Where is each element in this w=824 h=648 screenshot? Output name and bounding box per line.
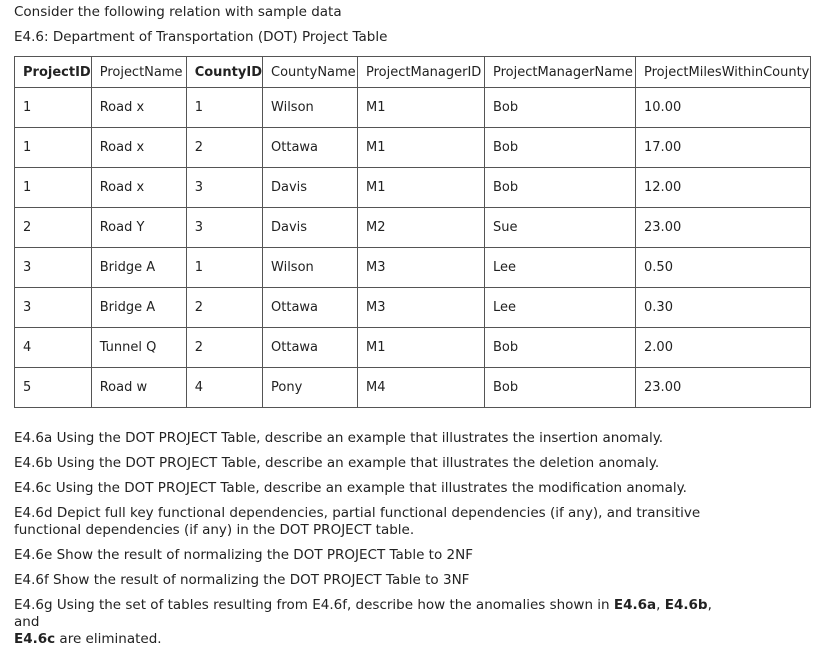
cell-project-id: 1 [15, 88, 92, 128]
cell-project-manager-id: M1 [358, 128, 485, 168]
question-a: E4.6a Using the DOT PROJECT Table, describe an example that illustrates the insertion anomaly. [14, 430, 664, 446]
cell-project-id: 1 [15, 128, 92, 168]
cell-county-name: Ottawa [263, 328, 358, 368]
cell-county-id: 2 [186, 328, 262, 368]
table-row [15, 88, 811, 128]
cell-project-miles: 17.00 [636, 128, 811, 168]
cell-county-id: 3 [186, 168, 262, 208]
table-row [15, 168, 811, 208]
cell-project-manager-id: M1 [358, 168, 485, 208]
cell-county-id: 3 [186, 208, 262, 248]
header-project-manager-id: ProjectManagerID [358, 57, 485, 88]
cell-county-name: Davis [263, 168, 358, 208]
cell-project-manager-id: M1 [358, 88, 485, 128]
cell-project-miles: 23.00 [636, 368, 811, 408]
cell-project-manager-name: Bob [485, 128, 636, 168]
cell-project-miles: 2.00 [636, 328, 811, 368]
cell-county-name: Davis [263, 208, 358, 248]
cell-project-manager-id: M3 [358, 288, 485, 328]
cell-county-id: 2 [186, 288, 262, 328]
question-g-line2 [14, 631, 714, 648]
cell-project-id: 4 [15, 328, 92, 368]
table-row [15, 128, 811, 168]
table-caption: E4.6: Department of Transportation (DOT) Project Table [14, 29, 388, 45]
cell-project-manager-name: Sue [485, 208, 636, 248]
question-g-ref-a: E4.6a [613, 597, 657, 613]
question-g-suffix: are eliminated. [55, 631, 162, 647]
cell-project-manager-id: M1 [358, 328, 485, 368]
cell-project-name: Bridge A [91, 248, 186, 288]
header-project-miles: ProjectMilesWithinCounty [636, 57, 811, 88]
header-county-id: CountyID [186, 57, 262, 88]
question-c: E4.6c Using the DOT PROJECT Table, describe an example that illustrates the modification anomaly. [14, 480, 687, 496]
cell-project-id: 1 [15, 168, 92, 208]
table-row [15, 288, 811, 328]
header-county-name: CountyName [263, 57, 358, 88]
cell-project-id: 5 [15, 368, 92, 408]
table-header-row [15, 57, 811, 88]
question-g-sep1: , [656, 597, 665, 613]
cell-project-manager-id: M4 [358, 368, 485, 408]
question-b: E4.6b Using the DOT PROJECT Table, describe an example that illustrates the deletion anomaly. [14, 455, 660, 471]
cell-project-manager-name: Lee [485, 288, 636, 328]
cell-project-name: Road w [91, 368, 186, 408]
cell-county-id: 2 [186, 128, 262, 168]
cell-project-miles: 10.00 [636, 88, 811, 128]
cell-county-name: Wilson [263, 88, 358, 128]
cell-county-name: Ottawa [263, 128, 358, 168]
cell-county-id: 4 [186, 368, 262, 408]
question-g-line1 [14, 597, 714, 631]
cell-project-manager-id: M2 [358, 208, 485, 248]
question-f: E4.6f Show the result of normalizing the DOT PROJECT Table to 3NF [14, 572, 470, 588]
question-e: E4.6e Show the result of normalizing the DOT PROJECT Table to 2NF [14, 547, 473, 563]
cell-county-name: Ottawa [263, 288, 358, 328]
dot-project-table [14, 56, 811, 408]
table-row [15, 208, 811, 248]
header-project-id: ProjectID [15, 57, 92, 88]
question-g-sep2: , and [14, 597, 712, 630]
intro-text: Consider the following relation with sample data [14, 4, 342, 20]
cell-project-manager-name: Bob [485, 88, 636, 128]
cell-county-name: Wilson [263, 248, 358, 288]
questions [14, 430, 714, 648]
cell-project-manager-id: M3 [358, 248, 485, 288]
question-g-ref-c: E4.6c [14, 631, 56, 647]
cell-project-id: 3 [15, 248, 92, 288]
question-g-ref-b: E4.6b [664, 597, 708, 613]
cell-project-name: Road x [91, 168, 186, 208]
cell-project-name: Road Y [91, 208, 186, 248]
cell-project-id: 3 [15, 288, 92, 328]
cell-project-id: 2 [15, 208, 92, 248]
question-g-prefix: E4.6g Using the set of tables resulting from E4.6f, describe how the anomalies shown in [14, 597, 614, 613]
cell-county-id: 1 [186, 248, 262, 288]
cell-county-id: 1 [186, 88, 262, 128]
header-project-manager-name: ProjectManagerName [485, 57, 636, 88]
cell-project-miles: 12.00 [636, 168, 811, 208]
cell-project-manager-name: Bob [485, 368, 636, 408]
cell-project-name: Tunnel Q [91, 328, 186, 368]
table-body [15, 88, 811, 408]
question-d-line2: functional dependencies (if any) in the DOT PROJECT table. [14, 522, 415, 538]
cell-project-name: Road x [91, 88, 186, 128]
cell-project-miles: 0.30 [636, 288, 811, 328]
cell-project-manager-name: Bob [485, 328, 636, 368]
table-row [15, 248, 811, 288]
cell-project-manager-name: Lee [485, 248, 636, 288]
question-d-line1: E4.6d Depict full key functional dependencies, partial functional dependencies (if any), and transitive [14, 505, 701, 521]
table-row [15, 328, 811, 368]
header-project-name: ProjectName [91, 57, 186, 88]
cell-project-miles: 0.50 [636, 248, 811, 288]
table-row [15, 368, 811, 408]
cell-project-miles: 23.00 [636, 208, 811, 248]
cell-project-manager-name: Bob [485, 168, 636, 208]
cell-project-name: Road x [91, 128, 186, 168]
cell-project-name: Bridge A [91, 288, 186, 328]
cell-county-name: Pony [263, 368, 358, 408]
